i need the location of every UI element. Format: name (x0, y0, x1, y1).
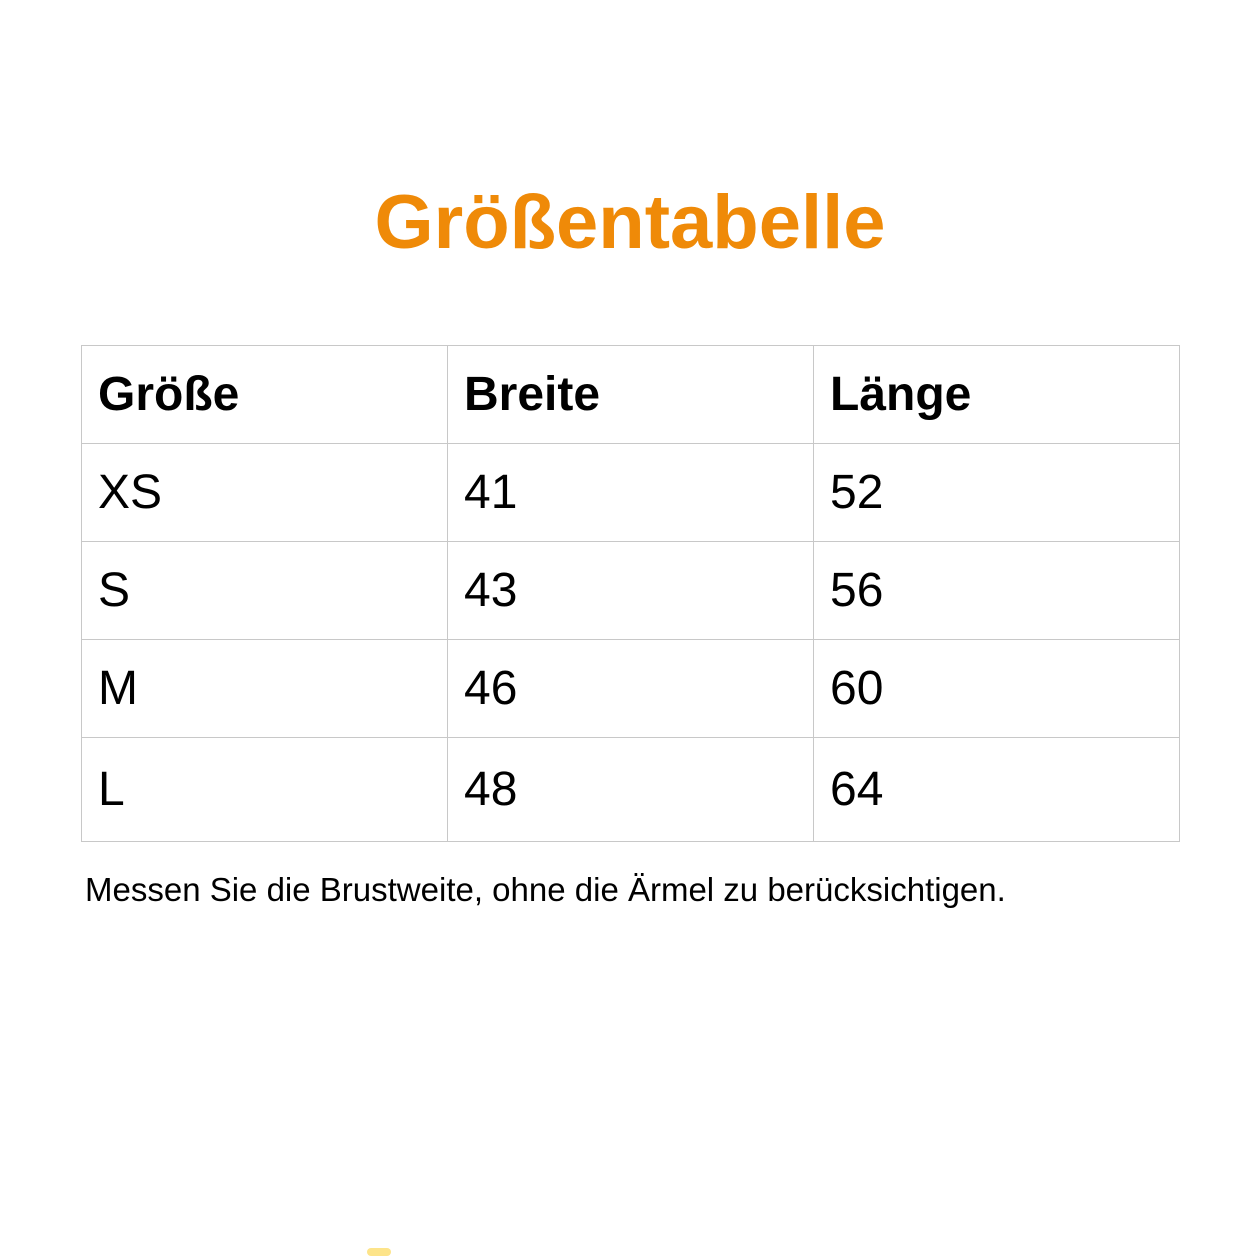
cell-size: XS (82, 444, 448, 542)
cell-width: 46 (448, 640, 814, 738)
size-table (81, 345, 1180, 842)
cell-length: 56 (814, 542, 1180, 640)
cell-width: 48 (448, 738, 814, 842)
cell-length: 64 (814, 738, 1180, 842)
cell-length: 52 (814, 444, 1180, 542)
table-row (82, 640, 1180, 738)
cell-width: 41 (448, 444, 814, 542)
table-row (82, 542, 1180, 640)
header-length: Länge (814, 346, 1180, 444)
cell-length: 60 (814, 640, 1180, 738)
cell-size: S (82, 542, 448, 640)
cell-size: M (82, 640, 448, 738)
measurement-note: Messen Sie die Brustweite, ohne die Ärmel zu berücksichtigen. (85, 871, 1006, 908)
table-row (82, 738, 1180, 842)
table-header-row (82, 346, 1180, 444)
cell-width: 43 (448, 542, 814, 640)
cell-size: L (82, 738, 448, 842)
header-size: Größe (82, 346, 448, 444)
page-title: Größentabelle (374, 180, 886, 265)
header-width: Breite (448, 346, 814, 444)
decorative-mark (367, 1248, 391, 1256)
table-row (82, 444, 1180, 542)
